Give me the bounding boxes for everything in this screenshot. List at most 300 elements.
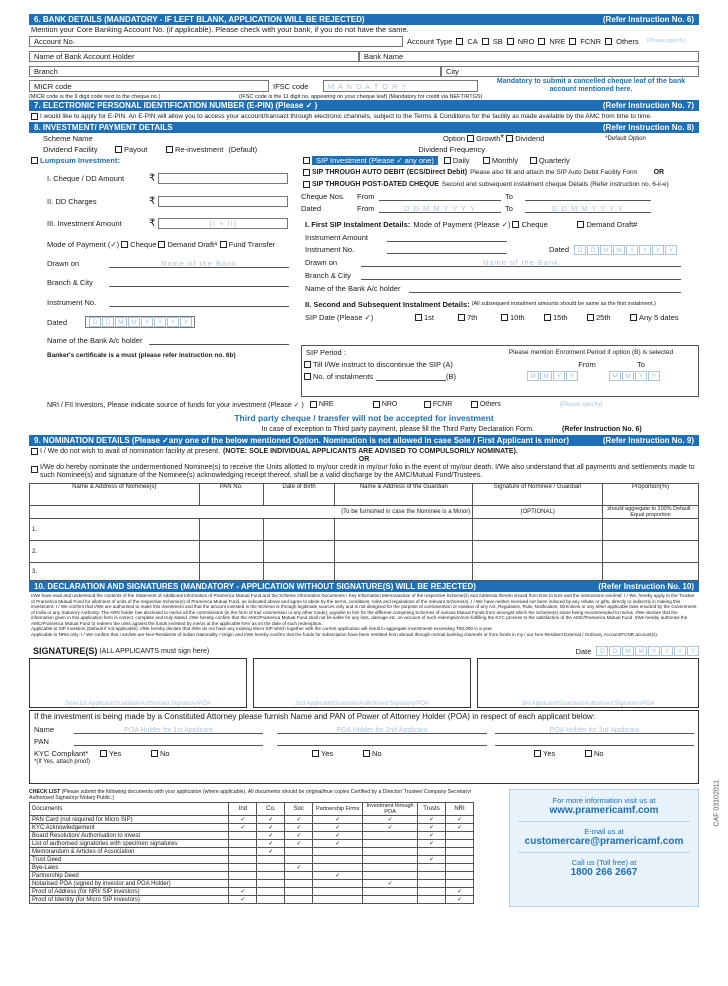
date-15th-checkbox[interactable]: [544, 314, 551, 321]
kyc3-no-checkbox[interactable]: [585, 750, 592, 757]
till-checkbox[interactable]: [304, 361, 311, 368]
nri-line: Applicable to NRIs only: I / We confirm that I am/We are Non-Residents of Indian Nationality / Origin and I/We hereby confirm that the funds for subscription have been remitted from abroad through normal banking channels or from funds in my / our Non-Resident External / Ordinary Account/FCNR account(s).: [31, 632, 659, 637]
sip-pdc-label: SIP THROUGH POST-DATED CHEQUE: [312, 180, 439, 188]
no-inst-checkbox[interactable]: [304, 373, 311, 380]
any5-label: Any 5 dates: [639, 313, 679, 322]
type-ca-checkbox[interactable]: [456, 38, 463, 45]
checklist-mark: [446, 848, 474, 856]
checklist-mark: [229, 880, 257, 888]
others-label: Others: [479, 401, 501, 408]
kyc1-no-checkbox[interactable]: [151, 750, 158, 757]
poa2-ghost: POA Holder for 2nd Applicant: [336, 726, 428, 734]
sip-period-label: SIP Period :: [306, 347, 346, 357]
micr-field[interactable]: [29, 80, 269, 92]
checklist-mark: [446, 864, 474, 872]
checklist-mark: ✓: [418, 840, 446, 848]
bank-name-field[interactable]: [359, 51, 699, 62]
yes-label: Yes: [321, 748, 334, 758]
checklist-mark: [363, 864, 418, 872]
poa-note: If the investment is being made by a Constituted Attorney please furnish Name and PAN of Power of Attorney Holder (POA) in respect of each applicant below:: [34, 712, 596, 721]
cheque-from-field[interactable]: [379, 192, 501, 201]
date-7th: 7th: [467, 313, 478, 322]
phone-number[interactable]: 1800 266 2667: [570, 867, 638, 878]
checklist-mark: [285, 848, 313, 856]
any5-checkbox[interactable]: [630, 314, 637, 321]
branch-city-label: Branch & City: [47, 277, 93, 287]
cheque-checkbox[interactable]: [121, 241, 128, 248]
checklist-mark: ✓: [285, 864, 313, 872]
section-title: 8. INVESTMENT/ PAYMENT DETAILS: [34, 123, 173, 132]
checklist-mark: ✓: [285, 824, 313, 832]
checklist-mark: [285, 888, 313, 896]
dated-to-field[interactable]: [525, 204, 651, 213]
cheque-note: Mandatory to submit a cancelled cheque leaf of the bank account mentioned here.: [496, 78, 686, 93]
cell[interactable]: [473, 519, 603, 541]
sip-pdc-checkbox[interactable]: [303, 181, 310, 188]
section-ref: (Refer Instruction No. 7): [602, 101, 694, 110]
cell[interactable]: [199, 563, 263, 581]
kyc3-yes-checkbox[interactable]: [534, 750, 541, 757]
checklist-doc: Notarised POA (signed by investor and POA Holder): [30, 880, 229, 888]
application-form: [29, 14, 699, 974]
bank-ac-holder-field[interactable]: [149, 336, 289, 345]
checklist-mark: [229, 856, 257, 864]
city-field[interactable]: [441, 66, 699, 77]
checklist-mark: ✓: [313, 832, 363, 840]
checklist-row: [30, 840, 474, 848]
date-box: Y: [648, 646, 660, 656]
rupee-icon: ₹: [149, 195, 156, 207]
col-header: Name & Address of Nominee(s): [30, 484, 200, 506]
nro-checkbox[interactable]: [373, 401, 380, 408]
branch-field[interactable]: [29, 66, 441, 77]
col-header: Trusts: [418, 803, 446, 816]
type-nre-checkbox[interactable]: [538, 38, 545, 45]
name-of-bank-ghost: Name of the Bank: [160, 258, 238, 268]
date-label: Dated: [549, 245, 570, 254]
checklist-mark: ✓: [257, 832, 285, 840]
checklist-mark: [257, 880, 285, 888]
cheque-amount-field[interactable]: [158, 173, 288, 184]
instrument-no-field[interactable]: [109, 298, 289, 307]
date-box: Y: [639, 245, 651, 255]
date-box: M: [613, 245, 625, 255]
checklist-doc: Bye-Laws: [30, 864, 229, 872]
checklist-row: [30, 848, 474, 856]
col-header: Ind: [229, 803, 257, 816]
date-15th: 15th: [553, 313, 568, 322]
sig3-label: 3rd Applicant/Guardian/Authorised Signatory/POA: [521, 701, 655, 707]
type-nro-checkbox[interactable]: [507, 38, 514, 45]
yes-label: Yes: [543, 748, 556, 758]
all-sign-label: (ALL APPLICANTS must sign here): [99, 647, 210, 655]
nominee-row-num: 1.: [30, 519, 200, 541]
sip-panel: [301, 155, 699, 399]
first-dd-checkbox[interactable]: [577, 221, 584, 228]
date-25th-checkbox[interactable]: [587, 314, 594, 321]
cell[interactable]: [263, 563, 335, 581]
dd-charges-field[interactable]: [158, 196, 288, 207]
checklist-mark: [313, 856, 363, 864]
checklist-mark: [363, 848, 418, 856]
sip-auto-note: Please also fill and attach the SIP Auto Debit Facility Form: [470, 168, 638, 176]
mode-label: Mode of Payment (✓): [47, 239, 120, 249]
kyc2-no-checkbox[interactable]: [363, 750, 370, 757]
payout-checkbox[interactable]: [115, 146, 122, 153]
scheme-name-label: Scheme Name: [43, 134, 93, 143]
col-header: Proportion(%): [603, 484, 699, 506]
please-specify: (Please specify): [646, 38, 686, 44]
fcnr-checkbox[interactable]: [424, 401, 431, 408]
poa2-field[interactable]: [277, 725, 486, 734]
declaration-header: [29, 581, 699, 592]
date-box: D: [89, 317, 101, 327]
checklist-row: [30, 896, 474, 904]
checklist-mark: [363, 896, 418, 904]
reinvest-checkbox[interactable]: [166, 146, 173, 153]
micr-label: MICR code: [34, 81, 72, 91]
ddmmyyyy-ghost: D D M M Y Y Y Y: [552, 203, 624, 213]
daily-label: Daily: [452, 156, 470, 165]
mandatory-ghost: M A N D A T O R Y: [328, 81, 408, 91]
checklist-mark: ✓: [446, 896, 474, 904]
section-ref: (Refer Instruction No. 8): [602, 123, 694, 132]
checklist-row: [30, 824, 474, 832]
checklist-mark: ✓: [229, 896, 257, 904]
specify-ghost: (Please specify): [559, 401, 603, 408]
checklist-doc: Proof of Identity (for Micro SIP investors): [30, 896, 229, 904]
optional-label: (OPTIONAL): [473, 506, 603, 519]
others-checkbox[interactable]: [471, 401, 478, 408]
checklist-mark: ✓: [446, 824, 474, 832]
epin-text: I would like to apply for E-PIN. An E-PIN will allow you to access your account/transact through electronic channels, subject to the Terms & Conditions for the facility as made available by the AMC from time to time.: [40, 113, 652, 120]
monthly-checkbox[interactable]: [483, 157, 490, 164]
drawn-on-label: Drawn on: [47, 258, 80, 268]
ifsc-field[interactable]: [323, 80, 478, 92]
poa-box: [29, 710, 699, 784]
date-10th: 10th: [510, 313, 525, 322]
section-title: 9. NOMINATION DETAILS (Please ✓any one of the below mentioned Option. Nomination is not allowed in case Sole / First Applicant is minor): [34, 436, 570, 445]
cell[interactable]: [335, 519, 473, 541]
signature-box-1[interactable]: [29, 658, 247, 708]
col-header: NRI: [446, 803, 474, 816]
sig2-label: 2nd Applicant/Guardian/Authorised Signatory/POA: [294, 701, 430, 707]
cell[interactable]: [603, 519, 699, 541]
checklist-mark: [285, 896, 313, 904]
type-label: FCNR: [580, 36, 602, 46]
bank-ac-holder-label: Name of the Bank A/c holder: [47, 335, 143, 345]
no-inst-field[interactable]: [376, 372, 446, 381]
dividend-frequency-label: Dividend Frequency: [418, 145, 486, 154]
checklist-mark: ✓: [229, 824, 257, 832]
cell[interactable]: [263, 519, 335, 541]
first-sip-mode: Mode of Payment (Please ✓): [413, 219, 511, 229]
epin-checkbox[interactable]: [31, 113, 38, 120]
type-label: CA: [467, 36, 478, 46]
reinvest-label: Re-investment: [175, 145, 224, 154]
poa-name-label: Name: [34, 724, 55, 734]
pan2-field[interactable]: [277, 737, 486, 746]
poa-pan-label: PAN: [34, 736, 49, 746]
date-box: Y: [626, 245, 638, 255]
no-nomination-checkbox[interactable]: [31, 448, 38, 455]
inst-amount-field[interactable]: [387, 233, 507, 242]
sip-auto-label: SIP THROUGH AUTO DEBIT (ECS/Direct Debit): [312, 168, 468, 176]
date-box: M: [540, 371, 552, 381]
poa3-field[interactable]: [495, 725, 694, 734]
no-inst-label: No. of instalments: [313, 371, 374, 381]
cell[interactable]: [473, 541, 603, 563]
checklist-mark: ✓: [229, 888, 257, 896]
checklist: [29, 789, 474, 904]
third-party-warning: Third party cheque / transfer will not be accepted for investment: [234, 413, 494, 423]
checklist-mark: ✓: [285, 832, 313, 840]
checklist-mark: ✓: [285, 840, 313, 848]
checklist-mark: [363, 888, 418, 896]
to-label: To: [637, 359, 645, 369]
or-label: OR: [358, 456, 370, 463]
cell[interactable]: [473, 563, 603, 581]
date-box: Y: [180, 317, 192, 327]
date-box: D: [102, 317, 114, 327]
checklist-mark: [313, 848, 363, 856]
date-box: Y: [635, 371, 647, 381]
investment-header: [29, 122, 699, 133]
checklist-mark: ✓: [363, 880, 418, 888]
cell[interactable]: [335, 563, 473, 581]
checklist-doc: Board Resolution/ Authorisation to invest: [30, 832, 229, 840]
monthly-label: Monthly: [491, 156, 519, 165]
bankers-cert: Banker's certificate is a must (please refer instruction no. 6b): [47, 351, 236, 359]
lumpsum-label: Lumpsum Investment:: [40, 156, 121, 165]
kyc2-yes-checkbox[interactable]: [312, 750, 319, 757]
nre-checkbox[interactable]: [310, 401, 317, 408]
checklist-table: [29, 802, 474, 904]
dated-label: Dated: [47, 317, 68, 327]
nominate-checkbox[interactable]: [31, 466, 38, 473]
nominee-row-num: 2.: [30, 541, 200, 563]
nominee-row-num: 3.: [30, 563, 200, 581]
prop-note: should aggregate to 100% Default : Equal proportion: [603, 506, 699, 519]
cell[interactable]: [603, 541, 699, 563]
bank-details-header: [29, 14, 699, 25]
drawn-on-field[interactable]: [109, 259, 289, 268]
quarterly-checkbox[interactable]: [530, 157, 537, 164]
kyc-label: KYC Compliant*: [34, 748, 89, 758]
dd-checkbox[interactable]: [158, 241, 165, 248]
cheque-label: Cheque: [521, 219, 548, 229]
checklist-mark: ✓: [229, 816, 257, 824]
checklist-mark: ✓: [313, 872, 363, 880]
type-label: SB: [492, 36, 503, 46]
checklist-mark: [285, 856, 313, 864]
cheque-to-field[interactable]: [525, 192, 651, 201]
date-box: Y: [652, 245, 664, 255]
instrument-no2-field[interactable]: [387, 245, 507, 254]
account-no-field[interactable]: [29, 36, 403, 47]
inst-amount-label: Instrument Amount: [305, 232, 368, 242]
date-box: M: [600, 245, 612, 255]
pan3-field[interactable]: [495, 737, 694, 746]
checklist-mark: [285, 880, 313, 888]
no-label: No: [594, 748, 604, 758]
checklist-mark: [418, 896, 446, 904]
type-others-checkbox[interactable]: [605, 38, 612, 45]
investment-amount-field[interactable]: [158, 218, 288, 229]
cell[interactable]: [263, 541, 335, 563]
date-field[interactable]: [85, 316, 195, 328]
checklist-mark: ✓: [446, 888, 474, 896]
section-ref: (Refer Instruction No. 10): [598, 582, 694, 591]
checklist-mark: ✓: [257, 848, 285, 856]
col-header: Co.: [257, 803, 285, 816]
instrument-no2-label: Instrument No.: [305, 245, 355, 254]
cell[interactable]: [199, 541, 263, 563]
third-ref: (Refer Instruction No. 6): [562, 426, 642, 433]
col-header: Date of Birth: [263, 484, 335, 506]
opt1-note: (NOTE: SOLE INDIVIDUAL APPLICANTS ARE ADVISED TO COMPULSORILY NOMINATE).: [223, 447, 518, 455]
contact-info-box: [509, 789, 699, 907]
date-box: M: [622, 371, 634, 381]
col-header: Signature of Nominee / Guardian: [473, 484, 603, 506]
bank-mention: Mention your Core Banking Account No. (if applicable). Please check with your bank, if you do not have the same.: [31, 25, 409, 34]
call-label: Call us (Toll free) at: [571, 858, 637, 867]
website-link[interactable]: www.pramericamf.com: [549, 805, 659, 816]
daily-checkbox[interactable]: [444, 157, 451, 164]
dated-from-field[interactable]: [379, 204, 501, 213]
section-title: 6. BANK DETAILS (MANDATORY - IF LEFT BLANK, APPLICATION WILL BE REJECTED): [34, 15, 365, 24]
checklist-mark: [418, 880, 446, 888]
checklist-mark: [446, 840, 474, 848]
account-no-label: Account No.: [34, 36, 75, 46]
checklist-mark: ✓: [257, 824, 285, 832]
section-ref: (Refer Instruction No. 9): [602, 436, 694, 445]
first-cheque-checkbox[interactable]: [512, 221, 519, 228]
first-sip-label: I. First SIP Instalment Details:: [305, 219, 411, 229]
sip-date-label: SIP Date (Please ✓): [305, 313, 374, 322]
email-link[interactable]: customercare@pramericamf.com: [524, 836, 684, 847]
date-box: Y: [674, 646, 686, 656]
date-box: Y: [553, 371, 565, 381]
lumpsum-checkbox[interactable]: [31, 157, 38, 164]
dd-label: Demand Draft: [167, 239, 215, 249]
col-header: Partnership Firms: [313, 803, 363, 816]
type-label: NRO: [517, 36, 535, 46]
branch-city2-label: Branch & City: [305, 271, 351, 280]
account-holder-field[interactable]: [29, 51, 359, 62]
poa3-ghost: POA Holder for 3rd Applicant: [549, 726, 640, 734]
date-1st-checkbox[interactable]: [415, 314, 422, 321]
date-box: D: [574, 245, 586, 255]
checklist-mark: ✓: [418, 856, 446, 864]
date-box: M: [622, 646, 634, 656]
checklist-row: [30, 832, 474, 840]
checklist-mark: ✓: [363, 824, 418, 832]
sip-auto-checkbox[interactable]: [303, 169, 310, 176]
section-title: 10. DECLARATION AND SIGNATURES (MANDATORY - APPLICATION WITHOUT SIGNATURE(S) WILL BE REJECTED): [34, 582, 476, 591]
date-box: Y: [665, 245, 677, 255]
checklist-note: (Please submit the following documents with your application (where applicable). All documents should be original/true copies Certified by a Director/ Trustee/ Company Secretary/ Authorised Signatory/ Notary Public.): [29, 789, 472, 801]
checklist-mark: ✓: [313, 816, 363, 824]
sip-pdc-note: Second and subsequent instalment cheque Details (Refer instruction no. 6-ii-e): [441, 180, 669, 188]
cell[interactable]: [335, 541, 473, 563]
date-box: D: [609, 646, 621, 656]
col-header: Name & Address of the Guardian: [335, 484, 473, 506]
type-fcnr-checkbox[interactable]: [569, 38, 576, 45]
signature-box-3[interactable]: [477, 658, 699, 708]
dd-charges-label: II. DD Charges: [47, 196, 97, 206]
date-25th: 25th: [596, 313, 611, 322]
sum-ghost: (I + II): [209, 218, 238, 228]
date-10th-checkbox[interactable]: [501, 314, 508, 321]
checklist-title: CHECK LIST: [29, 789, 61, 795]
checklist-mark: ✓: [363, 816, 418, 824]
fund-transfer-checkbox[interactable]: [220, 241, 227, 248]
branch-city-field[interactable]: [109, 278, 289, 287]
sip-title: SIP Investment (Please ✓ any one): [312, 156, 438, 165]
checklist-mark: [446, 856, 474, 864]
checklist-row: [30, 888, 474, 896]
poa1-field[interactable]: [74, 725, 263, 734]
checklist-doc: KYC Acknowledgement: [30, 824, 229, 832]
kyc1-yes-checkbox[interactable]: [100, 750, 107, 757]
checklist-mark: [229, 840, 257, 848]
checklist-mark: [418, 848, 446, 856]
pan1-field[interactable]: [74, 737, 263, 746]
checklist-doc: Trust Deed: [30, 856, 229, 864]
sip-checkbox[interactable]: [303, 157, 310, 164]
date-7th-checkbox[interactable]: [458, 314, 465, 321]
cell[interactable]: [199, 519, 263, 541]
col-header: PAN No.: [199, 484, 263, 506]
star: *: [500, 133, 505, 144]
checklist-mark: [257, 856, 285, 864]
date-box: M: [609, 371, 621, 381]
checklist-mark: [313, 888, 363, 896]
nominee-table: [29, 483, 699, 581]
bank-ac2-label: Name of the Bank A/c holder: [305, 284, 401, 293]
checklist-mark: [285, 872, 313, 880]
declaration-text: I/We have read and understood the contents of the Statement of Additional Information of Pramerica Mutual Fund and the Scheme Information Documents / Key Information Memorandum of the respective Scheme(s) and Addenda thereto issued from time to time and the instructions overleaf. I / We, hereby apply to the Trustee of Pramerica Mutual Fund for allotment of units of the respective Scheme(s) of Pramerica Mutual Fund, as indicated above and agree to abide by the terms, conditions, rules and regulations of the relevant Scheme(s). I / We have neither received nor been induced by any rebate or gifts, directly or indirectly in making this investment. I / We confirm that I/We are authorised to make this investment and that the amount invested in the Scheme is through legitimate sources only and is not designed for the purpose of contravention or evasion of any Act, Regulation, Rule, Notification, Directions or any other applicable laws enacted by the Government of India or any Statutory Authority. The ARN holder has disclosed to me/us all the commissions (in the form of trail commission or any other mode), payable to him for the different competing Schemes of various Mutual Funds from amongst which the Scheme(s) is/are being recommended to me/us. I/We declare that the information given in this application form is correct, complete and truly stated. I/We hereby confirm that the AMC/Pramerica Mutual Fund shall not be liable for any loss, damage etc. on account of such redemption/non-fulfilling the KYC process to the satisfaction of the AMC/Pramerica Mutual Fund. I/We hereby authorise the AMC/Pramerica Mutual Fund to redeem the units against the funds invested by me/us at the applicable NAV as on the date of such redemption.: [31, 593, 697, 626]
default-option: *Default Option: [605, 135, 646, 142]
drawn-on2-label: Drawn on: [305, 258, 338, 267]
growth-checkbox[interactable]: [467, 135, 474, 142]
type-sb-checkbox[interactable]: [482, 38, 489, 45]
dividend-label: Dividend: [515, 134, 545, 143]
checklist-mark: [446, 832, 474, 840]
date-box: D: [596, 646, 608, 656]
cell[interactable]: [603, 563, 699, 581]
signature-box-2[interactable]: [253, 658, 471, 708]
visit-label: For more information visit us at: [552, 796, 656, 805]
no-label: No: [372, 748, 382, 758]
dividend-checkbox[interactable]: [506, 135, 513, 142]
branch-city2-field[interactable]: [361, 271, 681, 280]
rupee-icon: ₹: [149, 217, 156, 229]
nomination-header: [29, 435, 699, 446]
drawn-on2-field[interactable]: [361, 258, 681, 267]
date-box: Y: [141, 317, 153, 327]
micr-note: (MICR code is the 9 digit code next to the cheque no.): [29, 93, 161, 100]
sign-date-label: Date: [575, 646, 592, 656]
instrument-no-label: Instrument No.: [47, 297, 97, 307]
fund-transfer-label: Fund Transfer: [228, 239, 276, 249]
bank-name-label: Bank Name: [364, 51, 404, 61]
city-label: City: [446, 66, 459, 76]
checklist-mark: [229, 864, 257, 872]
date-box: M: [635, 646, 647, 656]
bank-ac2-field[interactable]: [409, 284, 681, 293]
